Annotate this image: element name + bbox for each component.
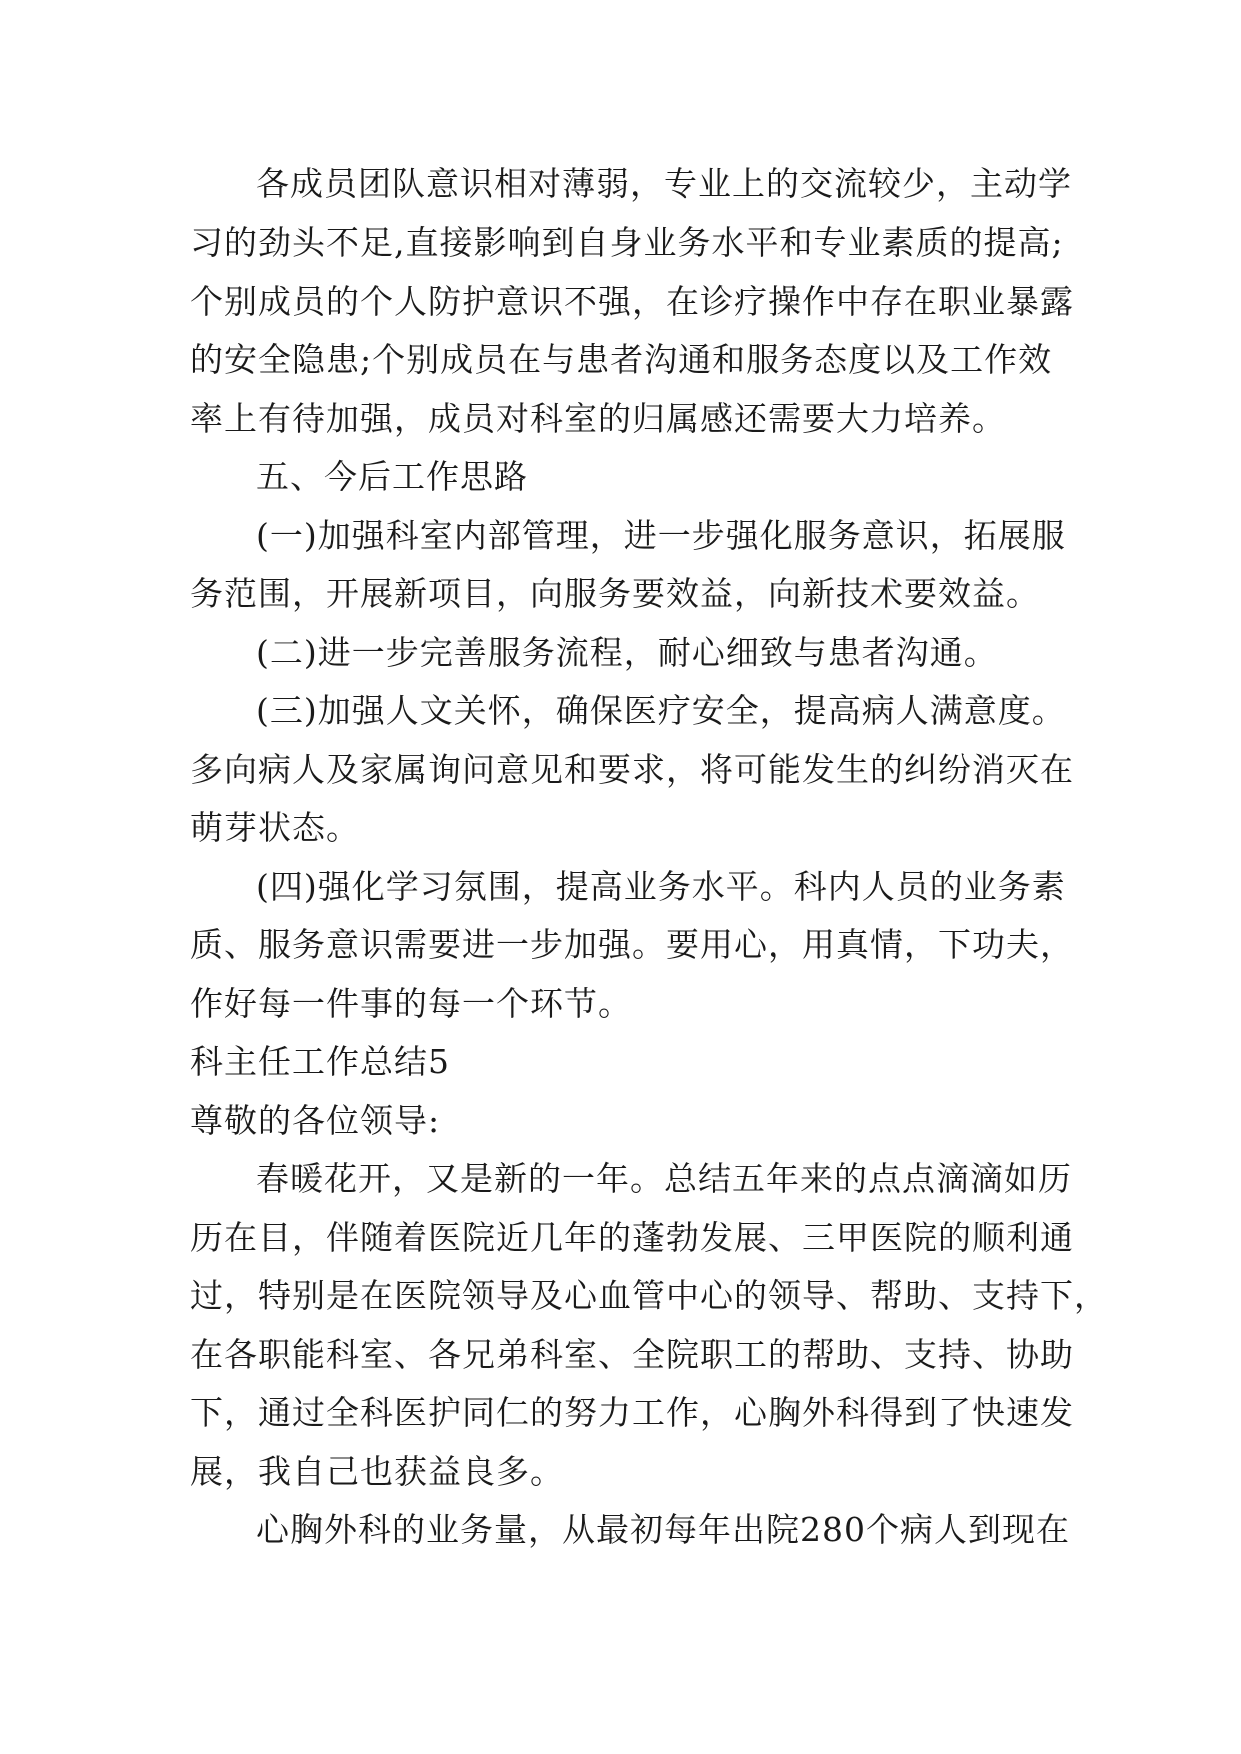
section-heading: 五、今后工作思路 bbox=[256, 457, 528, 496]
text-line: (三)加强人文关怀，确保医疗安全，提高病人满意度。 bbox=[256, 691, 1066, 730]
text-line: 务范围，开展新项目，向服务要效益，向新技术要效益。 bbox=[190, 574, 1040, 613]
text-line: 多向病人及家属询问意见和要求，将可能发生的纠纷消灭在 bbox=[190, 750, 1074, 789]
text-line: 下，通过全科医护同仁的努力工作，心胸外科得到了快速发 bbox=[190, 1393, 1074, 1432]
text-line: 过，特别是在医院领导及心血管中心的领导、帮助、支持下， bbox=[190, 1276, 1108, 1315]
text-line: 各成员团队意识相对薄弱，专业上的交流较少，主动学 bbox=[256, 164, 1072, 203]
text-line: 展，我自己也获益良多。 bbox=[190, 1452, 564, 1491]
text-line: 萌芽状态。 bbox=[190, 808, 360, 847]
text-line: 心胸外科的业务量，从最初每年出院280个病人到现在 bbox=[256, 1510, 1070, 1549]
document-title: 科主任工作总结5 bbox=[190, 1042, 450, 1081]
text-line: 春暖花开，又是新的一年。总结五年来的点点滴滴如历 bbox=[256, 1159, 1072, 1198]
text-line: (一)加强科室内部管理，进一步强化服务意识，拓展服 bbox=[256, 516, 1066, 555]
text-line: 习的劲头不足,直接影响到自身业务水平和专业素质的提高; bbox=[190, 223, 1064, 262]
text-line: 历在目，伴随着医院近几年的蓬勃发展、三甲医院的顺利通 bbox=[190, 1218, 1074, 1257]
text-line: 个别成员的个人防护意识不强，在诊疗操作中存在职业暴露 bbox=[190, 282, 1074, 321]
text-line: (四)强化学习氛围，提高业务水平。科内人员的业务素 bbox=[256, 867, 1066, 906]
text-line: 质、服务意识需要进一步加强。要用心，用真情，下功夫， bbox=[190, 925, 1074, 964]
text-line: (二)进一步完善服务流程，耐心细致与患者沟通。 bbox=[256, 633, 998, 672]
text-line: 率上有待加强，成员对科室的归属感还需要大力培养。 bbox=[190, 399, 1006, 438]
salutation: 尊敬的各位领导: bbox=[190, 1101, 441, 1140]
text-line: 的安全隐患;个别成员在与患者沟通和服务态度以及工作效 bbox=[190, 340, 1053, 379]
text-line: 在各职能科室、各兄弟科室、全院职工的帮助、支持、协助 bbox=[190, 1335, 1074, 1374]
text-line: 作好每一件事的每一个环节。 bbox=[190, 984, 632, 1023]
